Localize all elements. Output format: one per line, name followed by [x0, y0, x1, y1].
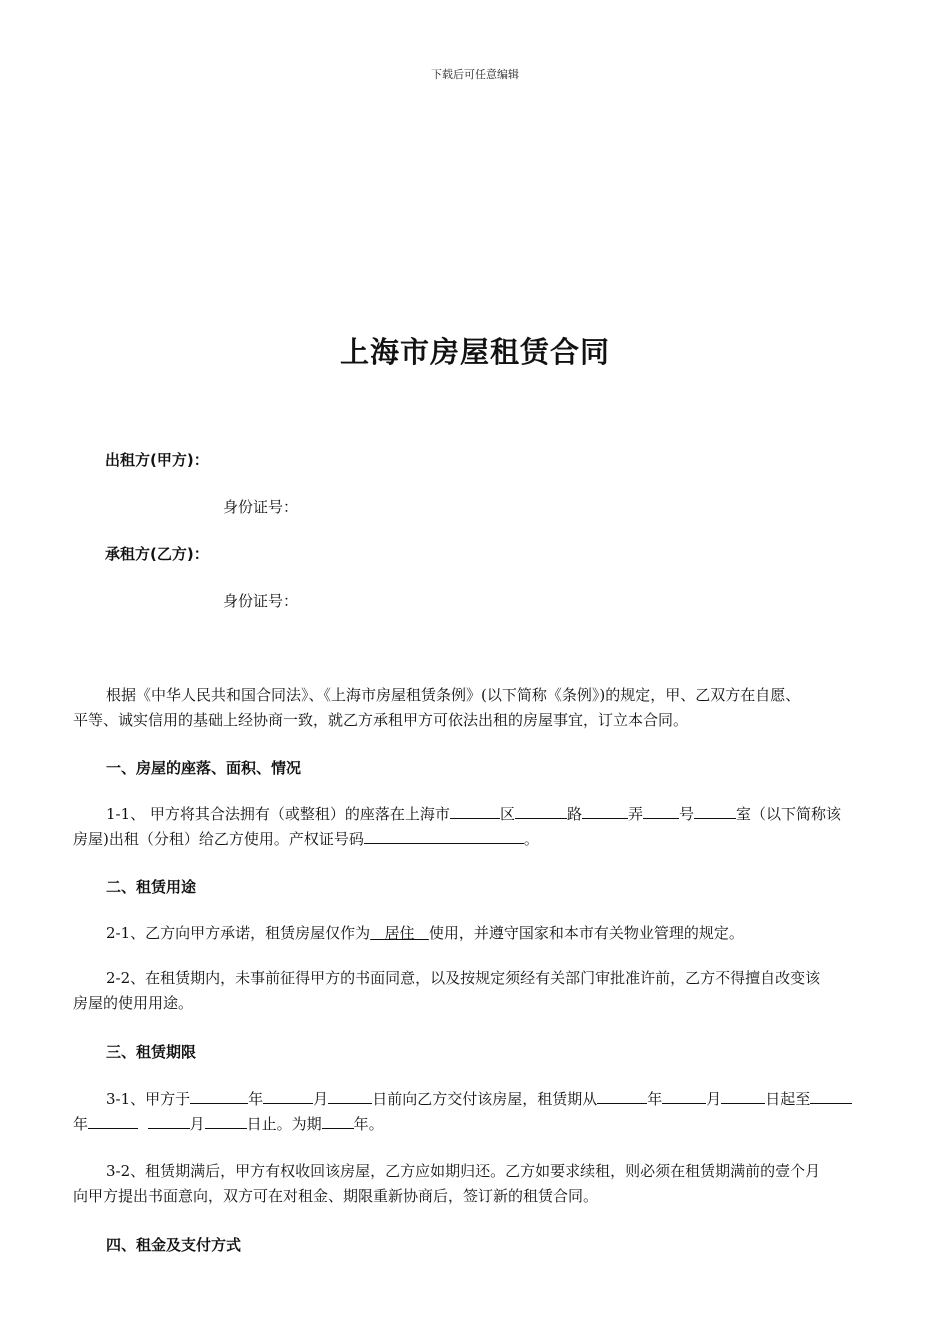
clause-text: 区 [499, 805, 515, 823]
number-blank [643, 802, 679, 819]
clause-text: 月 [189, 1115, 205, 1133]
end-day-blank [205, 1112, 247, 1129]
clause-1-1-line-1 [73, 802, 908, 827]
lessee-id-label: 身份证号： [223, 592, 299, 610]
road-blank [515, 802, 567, 819]
district-blank [450, 802, 500, 819]
clause-text: 弄 [627, 805, 643, 823]
clause-text: 2-1、乙方向甲方承诺，租赁房屋仅作为 [106, 924, 371, 942]
clause-2-2-line-2: 房屋的使用用途。 [73, 994, 194, 1012]
clause-2-2 [73, 966, 908, 1016]
lane-blank [582, 802, 628, 819]
clause-text: 。 [523, 830, 539, 848]
end-year-blank-2 [88, 1112, 138, 1129]
intro-paragraph [73, 683, 908, 733]
lessor-id-label: 身份证号： [223, 498, 299, 516]
intro-line-1: 根据《中华人民共和国合同法》、《上海市房屋租赁条例》(以下简称《条例》)的规定，甲、乙双方在自愿、 [106, 686, 801, 704]
start-month-blank [662, 1087, 706, 1104]
clause-3-2-line-2: 向甲方提出书面意向，双方可在对租金、期限重新协商后，签订新的租赁合同。 [73, 1187, 599, 1205]
deliver-year-blank [190, 1087, 248, 1104]
clause-text: 3-1、甲方于 [106, 1090, 191, 1108]
clause-text: 路 [566, 805, 582, 823]
clause-text: 年 [73, 1115, 89, 1133]
clause-2-1 [73, 921, 908, 946]
clause-text: 日起至 [765, 1090, 811, 1108]
clause-2-2-line-1: 2-2、在租赁期内，未事前征得甲方的书面同意，以及按规定须经有关部门审批准许前，乙方不得擅自改变该 [106, 969, 821, 987]
section-3-heading: 三、租赁期限 [106, 1043, 197, 1061]
deliver-month-blank [263, 1087, 313, 1104]
lessor-label: 出租方(甲方)： [105, 451, 209, 469]
clause-text: 月 [313, 1090, 329, 1108]
clause-3-1-line-1 [73, 1087, 908, 1112]
clause-3-2-line-1: 3-2、租赁期满后，甲方有权收回该房屋，乙方应如期归还。乙方如要求续租，则必须在租赁期满前的壹个月 [106, 1162, 821, 1180]
clause-3-1-line-2 [73, 1112, 908, 1137]
clause-text: 号 [678, 805, 694, 823]
clause-2-1-line [73, 921, 908, 946]
clause-text: 房屋)出租（分租）给乙方使用。产权证号码 [73, 830, 364, 848]
clause-text: 年。 [353, 1115, 384, 1133]
start-day-blank [721, 1087, 765, 1104]
lessee-label: 承租方(乙方)： [105, 545, 209, 563]
section-2-heading: 二、租赁用途 [106, 878, 197, 896]
end-year-blank [810, 1087, 852, 1104]
deliver-day-blank [328, 1087, 372, 1104]
header-note: 下载后可任意编辑 [431, 68, 519, 81]
use-text: 居住 [384, 924, 415, 942]
clause-text: 日止。为期 [246, 1115, 322, 1133]
clause-3-2 [73, 1159, 908, 1209]
end-month-blank [148, 1112, 190, 1129]
intro-line-2: 平等、诚实信用的基础上经协商一致，就乙方承租甲方可依法出租的房屋事宜，订立本合同。 [73, 711, 689, 729]
clause-1-1 [73, 802, 908, 852]
clause-text: 日前向乙方交付该房屋，租赁期从 [372, 1090, 598, 1108]
clause-text: 使用，并遵守国家和本市有关物业管理的规定。 [428, 924, 744, 942]
clause-text: 1-1、 甲方将其合法拥有（或整租）的座落在上海市 [106, 805, 450, 823]
clause-text: 室（以下简称该 [736, 805, 842, 823]
clause-3-1 [73, 1087, 908, 1137]
clause-1-1-line-2 [73, 827, 908, 852]
clause-text: 年 [248, 1090, 264, 1108]
certificate-blank [364, 827, 524, 844]
term-years-blank [322, 1112, 354, 1129]
section-4-heading: 四、租金及支付方式 [106, 1236, 242, 1254]
section-1-heading: 一、房屋的座落、面积、情况 [106, 759, 302, 777]
clause-text: 月 [706, 1090, 722, 1108]
use-value [370, 924, 429, 942]
contract-title: 上海市房屋租赁合同 [339, 335, 610, 369]
room-blank [694, 802, 736, 819]
start-year-blank [597, 1087, 647, 1104]
clause-text: 年 [647, 1090, 663, 1108]
